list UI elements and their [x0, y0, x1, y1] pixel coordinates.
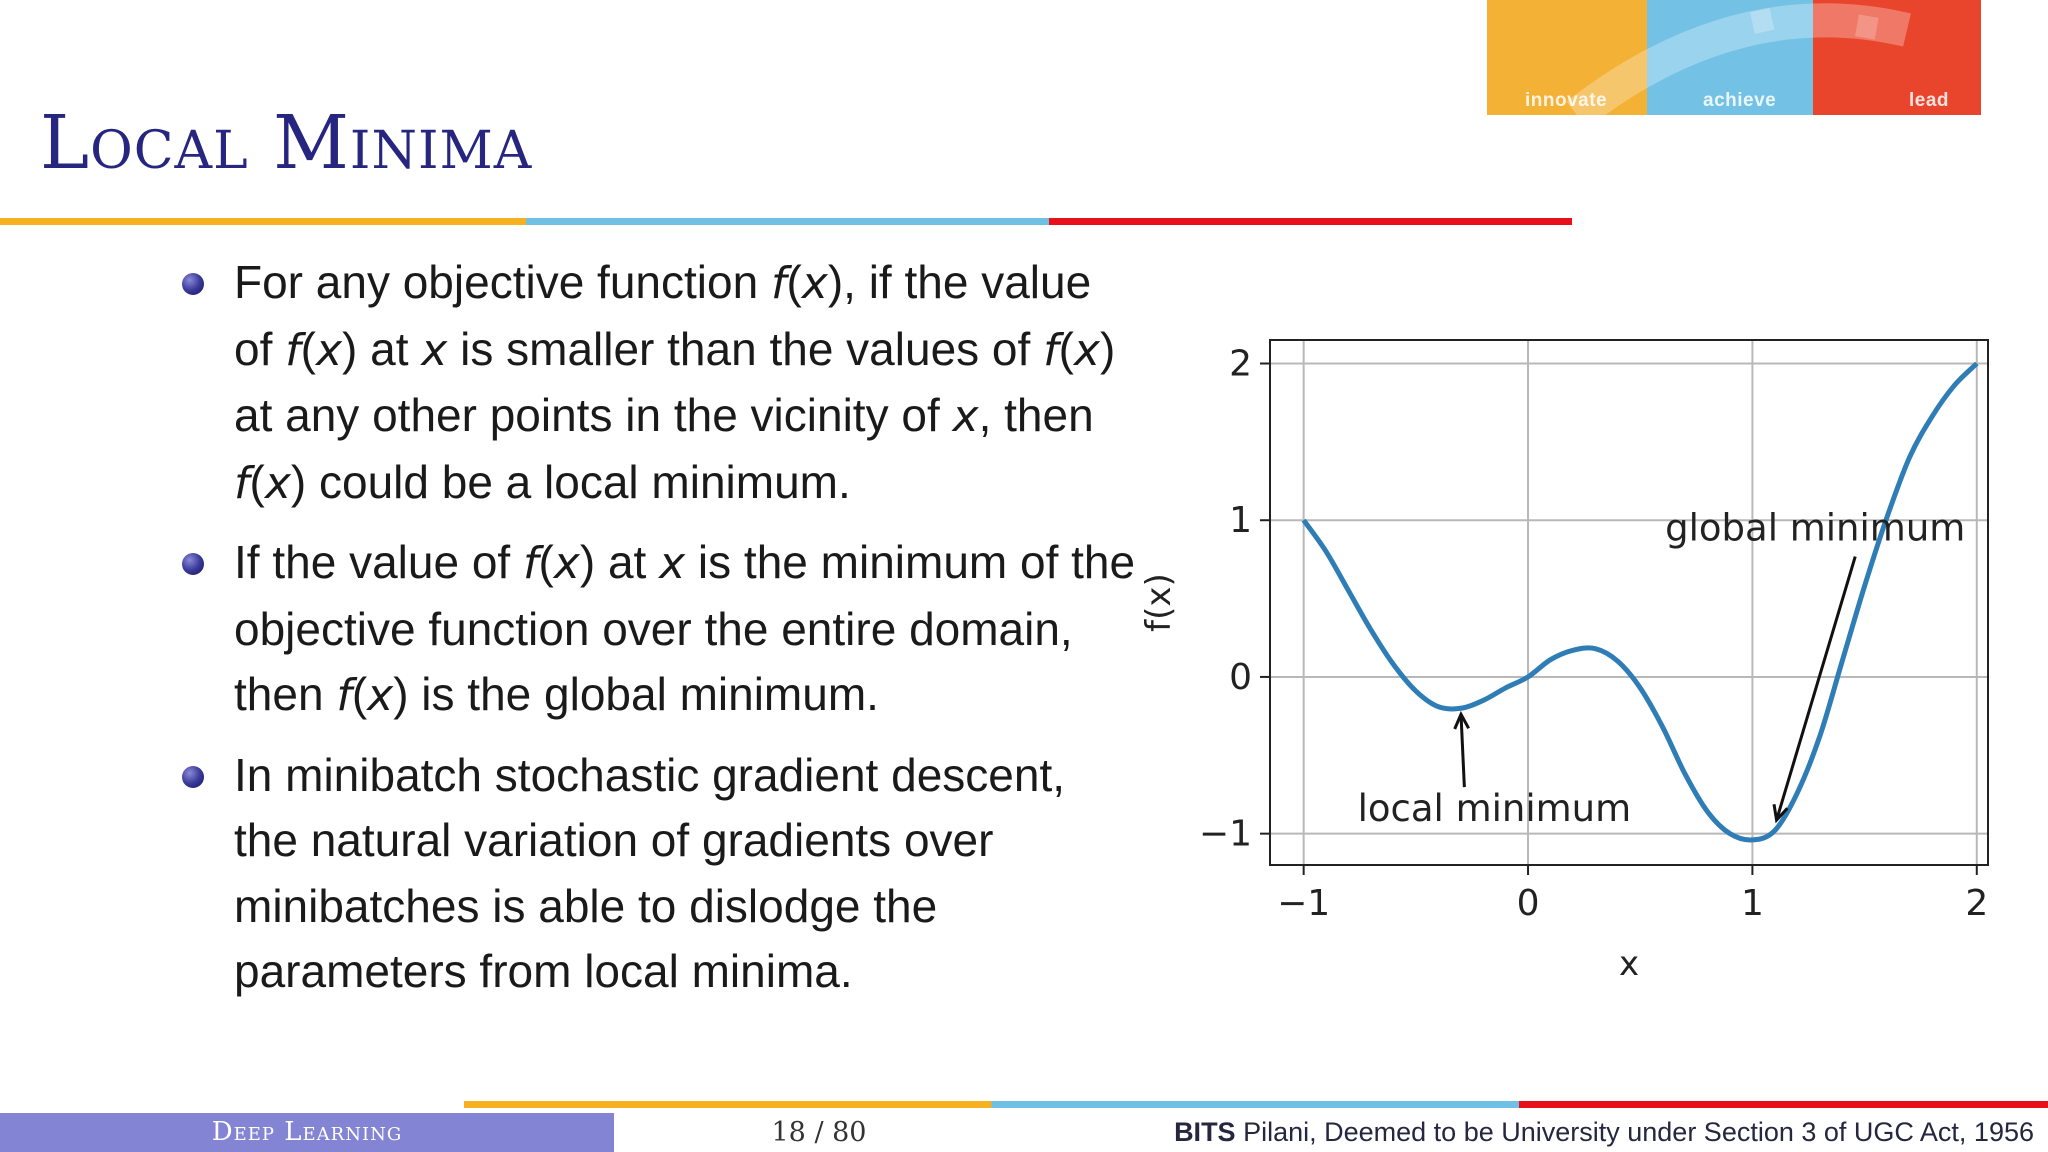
- logo-label-achieve: achieve: [1703, 90, 1777, 111]
- x-tick-label: 2: [1965, 883, 1989, 924]
- y-tick-label: 1: [1229, 500, 1252, 542]
- title-rule-blue: [526, 218, 1049, 225]
- title-rule-orange: [0, 218, 526, 225]
- annotation-arrow: [1777, 557, 1856, 820]
- bullet-item: [180, 743, 1140, 1005]
- bullet-icon: [182, 273, 204, 295]
- bullet-text: For any objective function f(x), if the value of f(x) at x is smaller than the values of f(x) at any other points in the vicinity of x, then f(x) could be a local minimum.: [234, 256, 1116, 509]
- function-plot: [1120, 300, 2020, 1000]
- title-rule-red: [1049, 218, 1572, 225]
- y-tick-label: −1: [1198, 813, 1252, 855]
- bullet-icon: [182, 553, 204, 575]
- y-axis-label: f(x): [1139, 573, 1179, 632]
- y-tick-label: 0: [1229, 656, 1252, 698]
- function-curve: [1304, 364, 1977, 840]
- annotation-label: global minimum: [1665, 506, 1966, 550]
- bullet-text: If the value of f(x) at x is the minimum of the objective function over the entire domain, then f(x) is the global minimum.: [234, 536, 1136, 721]
- x-axis-label: x: [1618, 944, 1640, 984]
- footer-course: Deep Learning: [0, 1113, 614, 1152]
- slide-title: Local Minima: [40, 100, 533, 186]
- bullet-item: [180, 250, 1140, 516]
- y-tick-label: 2: [1229, 343, 1252, 385]
- x-tick-label: 1: [1740, 883, 1764, 924]
- university-logo: [1487, 0, 1981, 115]
- bullet-item: [180, 530, 1140, 729]
- annotation-label: local minimum: [1357, 787, 1632, 831]
- annotation-arrow: [1461, 714, 1464, 787]
- bullet-text: In minibatch stochastic gradient descent, the natural variation of gradients over minibatches is able to dislodge the parameters from local minima.: [234, 748, 1066, 997]
- logo-label-lead: lead: [1909, 90, 1950, 111]
- footer-institution: [1174, 1113, 2034, 1152]
- footer-institution-bold: BITS: [1174, 1117, 1236, 1147]
- x-tick-label: −1: [1277, 883, 1331, 924]
- footer-page-number: 18 / 80: [771, 1117, 867, 1148]
- bullet-list: [180, 250, 1140, 1019]
- footer-rule: [464, 1101, 2048, 1108]
- logo-label-innovate: innovate: [1525, 90, 1608, 111]
- bullet-icon: [182, 766, 204, 788]
- footer-institution-text: Pilani, Deemed to be University under Section 3 of UGC Act, 1956: [1235, 1117, 2034, 1147]
- x-tick-label: 0: [1516, 883, 1540, 924]
- plot-ticks: [1199, 344, 1988, 924]
